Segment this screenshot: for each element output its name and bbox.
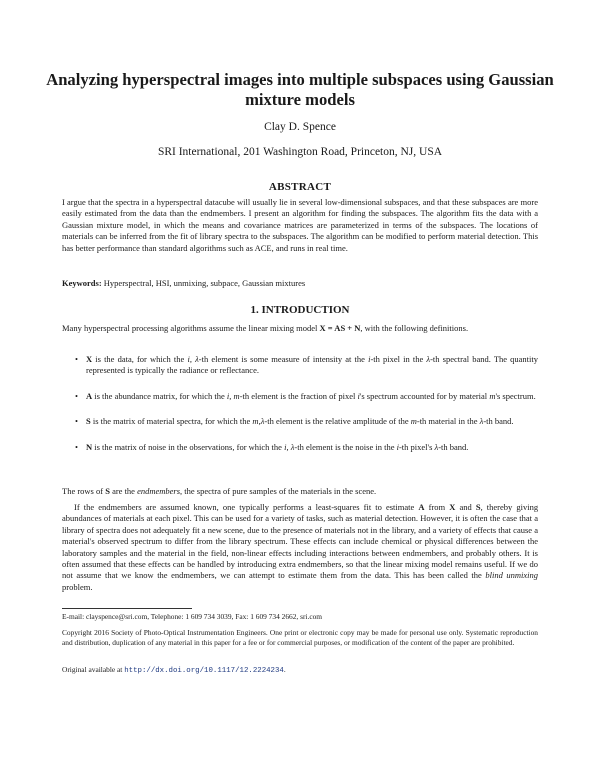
def-text: -th element is the noise in the bbox=[294, 441, 397, 452]
footnote-contact: E-mail: clayspence@sri.com, Telephone: 1 609 734 3039, Fax: 1 609 734 2662, sri.com bbox=[62, 612, 323, 621]
def-text: -th material in the bbox=[416, 416, 480, 427]
abstract-heading: ABSTRACT bbox=[268, 181, 332, 193]
def-var: λ bbox=[426, 354, 431, 364]
footnote-text: . bbox=[283, 665, 286, 674]
def-var: i bbox=[284, 441, 287, 452]
list-item bbox=[62, 416, 538, 427]
model-equation: X = AS + N bbox=[319, 323, 361, 333]
body-text: and bbox=[459, 502, 472, 512]
def-text: is the matrix of noise in the observations, for which the bbox=[92, 441, 285, 452]
body-text: , thereby giving abundances of materials at each pixel. This can be used for a variety of tasks, such as material detection. However, it is often the case that a library of spectra does not adequately fit a new scene, due to the presence of materials not in the library, and a variety of effects that cause a material's observed spectrum to differ from the library spectrum. These effects can include chemical or physical differences between the laboratory samples and the material in the field, non-linear effects including interactions between endmembers, and probably others. It is often assumed that these effects can be handled by introducing extra endmembers, so that the linear mixing model remains useful. If we do not assume that we know the endmembers, we can attempt to estimate them from the data. This has been called the bbox=[62, 502, 539, 581]
term-blind-unmixing: blind unmixing bbox=[485, 570, 539, 581]
def-var: λ bbox=[290, 441, 295, 452]
bullet-icon: • bbox=[75, 354, 78, 364]
def-var: λ bbox=[260, 416, 265, 427]
def-text: , bbox=[286, 441, 291, 452]
body-text: from bbox=[428, 502, 446, 512]
def-text: -th spectral band. The quantity represented is typically the radiance or reflectance. bbox=[86, 354, 539, 376]
body-text: , the spectra of pure samples of the materials in the scene. bbox=[180, 486, 377, 496]
list-item bbox=[62, 391, 538, 402]
footnote-availability bbox=[62, 665, 538, 676]
def-var: λ bbox=[434, 441, 439, 452]
def-var: m bbox=[252, 416, 259, 427]
bullet-icon: • bbox=[75, 416, 78, 427]
def-var: λ bbox=[195, 354, 199, 364]
def-symbol: X bbox=[86, 354, 93, 364]
author-name: Clay D. Spence bbox=[264, 121, 336, 133]
def-var: i bbox=[226, 390, 230, 401]
def-symbol: N bbox=[86, 441, 93, 452]
intro-text-a: Many hyperspectral processing algorithms assume the linear mixing model bbox=[62, 323, 318, 333]
keywords-line bbox=[62, 278, 538, 289]
def-text: -th band. bbox=[483, 416, 514, 427]
def-var: i bbox=[396, 441, 399, 452]
bullet-icon: • bbox=[75, 441, 78, 452]
def-var: m bbox=[489, 390, 496, 401]
symbol-s: S bbox=[105, 486, 110, 496]
def-text: -th element is the fraction of pixel bbox=[239, 390, 358, 401]
intro-text-b: , with the following definitions. bbox=[360, 323, 469, 333]
blind-unmixing-paragraph bbox=[62, 502, 538, 593]
definitions-list bbox=[62, 354, 538, 467]
def-text: , bbox=[189, 354, 196, 364]
def-var: i bbox=[357, 390, 360, 401]
doi-link[interactable]: http://dx.doi.org/10.1117/12.2224234 bbox=[124, 667, 284, 675]
list-item bbox=[62, 354, 538, 377]
def-text: 's spectrum. bbox=[495, 390, 536, 401]
body-text: The rows of bbox=[62, 486, 104, 496]
keywords-text: Hyperspectral, HSI, unmixing, subpace, Gaussian mixtures bbox=[103, 278, 306, 288]
def-text: is the data, for which the bbox=[92, 354, 188, 364]
def-text: 's spectrum accounted for by material bbox=[359, 390, 490, 401]
intro-paragraph bbox=[62, 323, 538, 334]
symbol-x: X bbox=[449, 502, 456, 512]
bullet-icon: • bbox=[75, 390, 78, 401]
body-text: If the endmembers are assumed known, one typically performs a least-squares fit to estimate bbox=[74, 502, 415, 512]
footnote-divider bbox=[62, 608, 192, 609]
author-affiliation: SRI International, 201 Washington Road, Princeton, NJ, USA bbox=[157, 146, 443, 158]
def-text: is the matrix of material spectra, for which the bbox=[90, 416, 253, 427]
def-symbol: A bbox=[86, 390, 93, 401]
body-text: problem. bbox=[62, 581, 93, 592]
def-text: is the abundance matrix, for which the bbox=[92, 390, 227, 401]
symbol-s: S bbox=[475, 502, 481, 512]
symbol-a: A bbox=[418, 502, 425, 512]
def-text: -th element is the relative amplitude of the bbox=[264, 416, 411, 427]
def-symbol: S bbox=[86, 416, 91, 427]
abstract-text: I argue that the spectra in a hyperspectral datacube will usually lie in several low-dimensional subspaces, and that these subspaces are more easily estimated from the data than the endmembers. I present an algorithm for finding the subspaces. The algorithm fits the data with a Gaussian mixture model, in which the means and covariance matrices are parameterized in terms of the subspaces. The locations of materials can be inferred from the fit of library spectra to the subspaces. The algorithm can be modified to perform material detection. This has better performance than standard algorithms such as ACE, and runs in real time. bbox=[62, 197, 538, 253]
def-var: m bbox=[410, 416, 417, 427]
def-text: -th pixel's bbox=[398, 441, 435, 452]
def-text: , bbox=[229, 390, 234, 401]
keywords-label: Keywords: bbox=[62, 278, 102, 288]
def-var: i bbox=[187, 354, 190, 364]
def-text: -th element is some measure of intensity at the bbox=[198, 354, 369, 364]
footnote-text: Original available at bbox=[62, 665, 123, 674]
list-item bbox=[62, 442, 538, 453]
def-var: i bbox=[368, 354, 371, 364]
def-text: , bbox=[258, 416, 261, 427]
section-heading-introduction: 1. INTRODUCTION bbox=[250, 304, 350, 316]
paper-title: Analyzing hyperspectral images into multiple subspaces using Gaussian mixture models bbox=[46, 70, 554, 109]
endmembers-paragraph bbox=[62, 486, 538, 497]
def-text: -th pixel in the bbox=[370, 354, 427, 364]
def-text: -th band. bbox=[438, 441, 469, 452]
def-var: m bbox=[233, 390, 240, 401]
footnote-copyright: Copyright 2016 Society of Photo-Optical Instrumentation Engineers. One print or electronic copy may be made for personal use only. Systematic reproduction and distribution, duplication of any material in this paper for a fee or for commercial purposes, or modification of the content of the paper are prohibited. bbox=[62, 628, 538, 647]
term-endmembers: endmembers bbox=[137, 486, 181, 496]
def-var: λ bbox=[479, 416, 484, 427]
body-text: are the bbox=[112, 486, 135, 496]
